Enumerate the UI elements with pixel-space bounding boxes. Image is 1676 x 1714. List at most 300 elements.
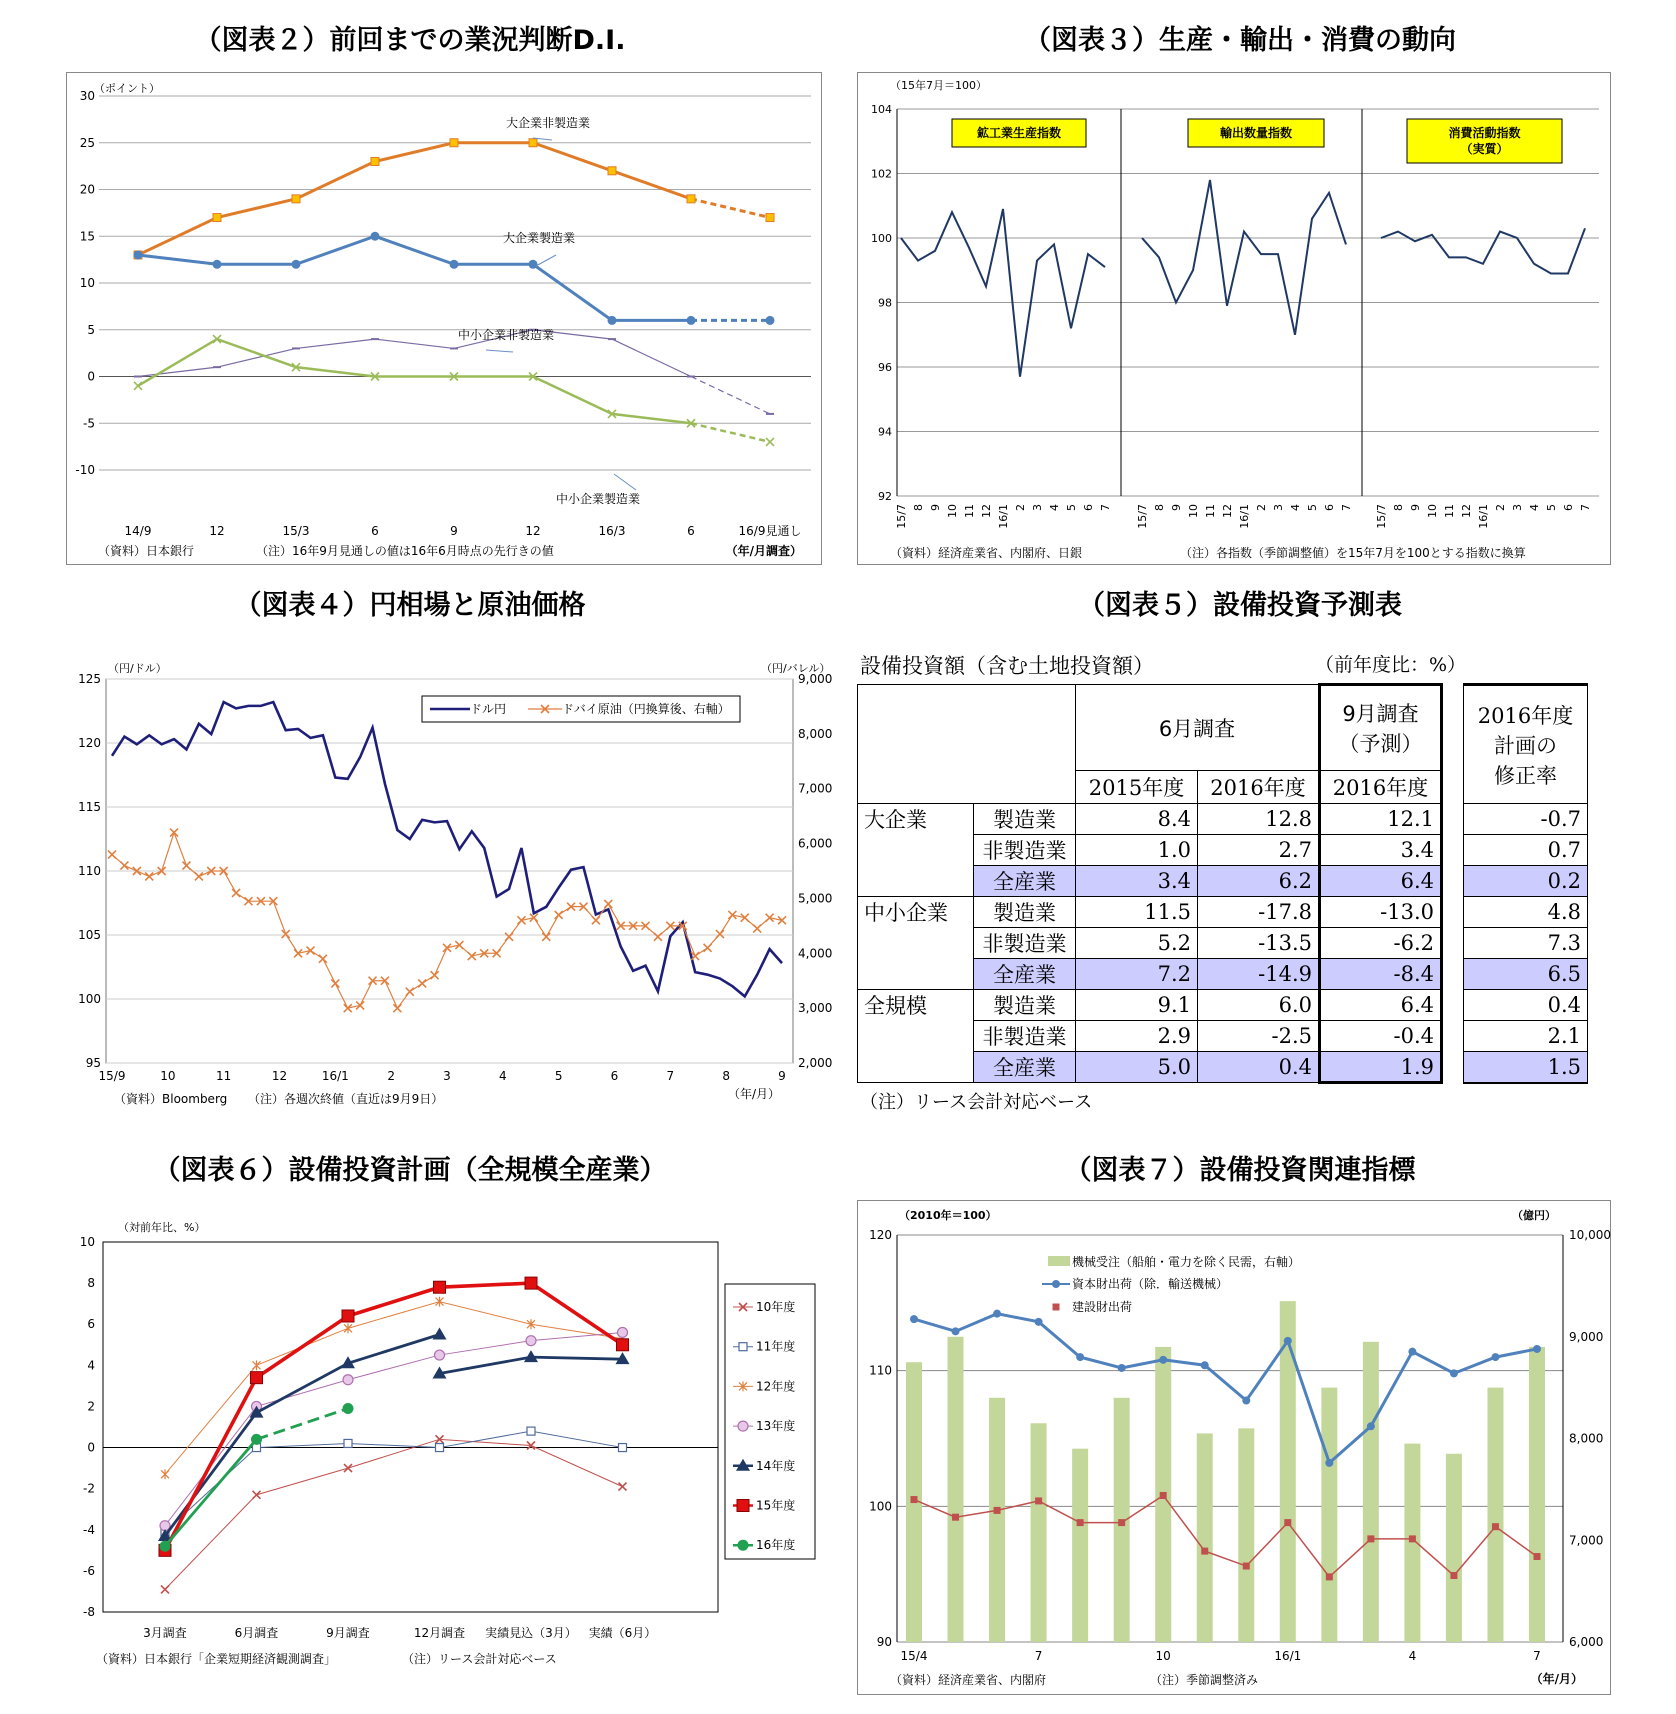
data-point <box>134 250 143 259</box>
source-note: （資料）経済産業省、内閣府 <box>890 1673 1047 1687</box>
x-tick-label: 3 <box>1031 504 1044 511</box>
x-tick-label: 16/1 <box>997 504 1010 529</box>
value-2016: 6.2 <box>1198 866 1320 897</box>
source-note: （資料）日本銀行 <box>98 544 195 558</box>
right-tick-label: 9,000 <box>798 672 833 686</box>
y-tick-label: 20 <box>79 182 95 197</box>
bar <box>1321 1388 1337 1642</box>
value-2016: 6.0 <box>1198 990 1320 1021</box>
x-tick-label: 実績見込（3月） <box>485 1626 577 1640</box>
value-2015: 1.0 <box>1076 835 1198 866</box>
bar <box>1031 1423 1047 1642</box>
column-gap <box>1442 835 1464 866</box>
series-label: 中小企業製造業 <box>556 492 641 506</box>
x-tick-label: 9 <box>778 1069 786 1083</box>
data-point <box>343 1375 353 1385</box>
x-tick-label: 8 <box>1153 504 1166 511</box>
value-2016: -17.8 <box>1198 897 1320 928</box>
data-point <box>1450 1369 1458 1377</box>
data-point <box>1533 1345 1541 1353</box>
x-tick-label: 14/9 <box>124 524 152 538</box>
header-sept-survey: 9月調査 （予測） <box>1320 685 1442 771</box>
fig4-chart <box>66 650 833 1110</box>
data-point <box>1035 1318 1043 1326</box>
right-tick-label: 6,000 <box>1569 1635 1604 1649</box>
data-point <box>529 139 537 147</box>
x-tick-label: 15/3 <box>282 524 310 538</box>
y-tick-label: 92 <box>878 490 892 503</box>
value-revision: 1.5 <box>1464 1052 1588 1083</box>
data-point <box>1201 1548 1208 1555</box>
right-tick-label: 7,000 <box>798 781 833 796</box>
legend-label: 建設財出荷 <box>1072 1300 1133 1314</box>
column-gap <box>1442 771 1464 804</box>
column-gap <box>1442 685 1464 771</box>
value-2016: 0.4 <box>1198 1052 1320 1083</box>
data-point <box>526 1336 536 1346</box>
value-revision: -0.7 <box>1464 804 1588 835</box>
legend-marker <box>739 1343 747 1351</box>
left-tick-label: 120 <box>869 1228 892 1242</box>
x-tick-label: 10 <box>1426 504 1439 518</box>
column-gap <box>1442 1052 1464 1083</box>
row-label: 非製造業 <box>974 1021 1076 1052</box>
right-tick-label: 8,000 <box>1569 1431 1604 1446</box>
value-revision: 0.4 <box>1464 990 1588 1021</box>
legend-label: 10年度 <box>756 1300 796 1314</box>
data-point <box>435 1350 445 1360</box>
y-tick-label: -8 <box>83 1605 95 1619</box>
value-sept-2016: 6.4 <box>1320 990 1442 1021</box>
value-2015: 11.5 <box>1076 897 1198 928</box>
x-tick-label: 15/7 <box>895 504 908 529</box>
series-label: 消費活動指数 <box>1448 126 1521 140</box>
data-point <box>608 167 616 175</box>
y-axis-label: （ポイント） <box>94 82 160 95</box>
y-tick-label: 30 <box>79 89 95 103</box>
data-point <box>993 1310 1001 1318</box>
x-tick-label: 7 <box>1099 504 1112 511</box>
fig5-caption-right: （前年度比：%） <box>1315 654 1467 676</box>
footnote: （注）各指数（季節調整値）を15年7月を100とする指数に換算 <box>1180 546 1526 560</box>
group-label: 全規模 <box>858 990 974 1083</box>
left-tick-label: 110 <box>78 864 101 878</box>
data-point <box>292 195 300 203</box>
data-point <box>1242 1397 1250 1405</box>
data-point <box>1201 1361 1209 1369</box>
legend-marker <box>738 1421 748 1431</box>
fig3-chart <box>857 72 1611 565</box>
x-tick-label: 4 <box>1408 1649 1417 1663</box>
value-revision: 6.5 <box>1464 959 1588 990</box>
x-tick-label: 4 <box>499 1069 507 1083</box>
legend-marker <box>738 1540 749 1551</box>
data-point <box>434 1281 446 1293</box>
bar <box>1529 1347 1545 1642</box>
x-tick-label: 12 <box>271 1069 288 1083</box>
x-tick-label: 8 <box>1392 504 1405 511</box>
data-point <box>1160 1492 1167 1499</box>
left-tick-label: 125 <box>78 672 101 686</box>
data-point <box>450 139 458 147</box>
x-tick-label: 3 <box>1511 504 1524 511</box>
data-point <box>525 1277 537 1289</box>
x-axis-unit: （年/月） <box>727 1087 780 1101</box>
data-point <box>911 1496 918 1503</box>
y-tick-label: 98 <box>878 296 892 310</box>
x-tick-label: 12月調査 <box>413 1626 466 1640</box>
bar <box>1238 1428 1254 1642</box>
x-tick-label: 16/9見通し <box>738 524 802 538</box>
x-tick-label: 5 <box>554 1069 563 1083</box>
x-tick-label: 9 <box>1409 504 1422 511</box>
x-axis-unit: （年/月調査） <box>725 544 802 558</box>
bar <box>1280 1301 1296 1642</box>
fig5-table <box>857 683 1588 1084</box>
fig3-title: （図表３）生産・輸出・消費の動向 <box>1024 25 1456 56</box>
x-tick-label: 3月調査 <box>143 1626 187 1640</box>
data-point <box>436 1444 444 1452</box>
data-point <box>687 316 696 325</box>
column-gap <box>1442 928 1464 959</box>
data-point <box>1076 1353 1084 1361</box>
bar <box>948 1337 964 1642</box>
data-point <box>910 1315 918 1323</box>
x-tick-label: 11 <box>216 1069 232 1083</box>
x-tick-label: 8 <box>912 504 925 511</box>
bar <box>1446 1454 1462 1642</box>
y-tick-label: 15 <box>79 229 95 244</box>
right-tick-label: 3,000 <box>798 1001 833 1016</box>
x-tick-label: 16/1 <box>1238 504 1251 529</box>
row-label: 製造業 <box>974 897 1076 928</box>
value-2016: -2.5 <box>1198 1021 1320 1052</box>
data-point <box>450 260 459 269</box>
y-tick-label: -5 <box>83 416 95 431</box>
col-2015: 2015年度 <box>1076 771 1198 804</box>
x-tick-label: 4 <box>1289 504 1302 511</box>
bar <box>1197 1433 1213 1642</box>
value-sept-2016: -0.4 <box>1320 1021 1442 1052</box>
x-tick-label: 15/7 <box>1375 504 1388 529</box>
y-tick-label: 102 <box>871 167 892 181</box>
right-tick-label: 7,000 <box>1569 1533 1604 1548</box>
x-tick-label: 5 <box>1545 504 1558 511</box>
legend-label: 資本財出荷（除．輸送機械） <box>1072 1277 1229 1291</box>
value-2015: 9.1 <box>1076 990 1198 1021</box>
legend-label: 12年度 <box>756 1379 796 1394</box>
value-revision: 4.8 <box>1464 897 1588 928</box>
x-tick-label: 3 <box>1272 504 1285 511</box>
data-point <box>1326 1573 1333 1580</box>
x-tick-label: 3 <box>443 1069 451 1083</box>
data-point <box>251 1434 262 1445</box>
data-point <box>1367 1422 1375 1430</box>
left-tick-label: 100 <box>78 992 101 1006</box>
right-axis-label: （億円） <box>1512 1209 1556 1222</box>
value-2016: -14.9 <box>1198 959 1320 990</box>
x-tick-label: 15/7 <box>1136 504 1149 529</box>
x-tick-label: 11 <box>1443 504 1456 518</box>
column-gap <box>1442 897 1464 928</box>
legend-label: 13年度 <box>756 1419 796 1434</box>
value-sept-2016: -8.4 <box>1320 959 1442 990</box>
x-tick-label: 11 <box>963 504 976 518</box>
left-tick-label: 90 <box>876 1635 892 1649</box>
data-point <box>618 1327 628 1337</box>
legend-marker <box>1052 1280 1060 1288</box>
x-tick-label: 16/1 <box>321 1069 349 1083</box>
y-tick-label: -10 <box>75 463 95 477</box>
data-point <box>292 260 301 269</box>
x-axis-unit: （年/月） <box>1530 1672 1583 1686</box>
right-tick-label: 4,000 <box>798 946 833 961</box>
bar <box>989 1398 1005 1642</box>
y-tick-label: 100 <box>871 232 892 245</box>
x-tick-label: 4 <box>1048 504 1061 511</box>
fig5-title: （図表５）設備投資予測表 <box>1078 590 1402 621</box>
x-tick-label: 2 <box>387 1069 395 1083</box>
x-tick-label: 7 <box>1034 1649 1043 1663</box>
fig5-note: （注）リース会計対応ベース <box>860 1092 1093 1113</box>
source-note: （資料）日本銀行「企業短期経済観測調査」 <box>96 1652 337 1666</box>
x-tick-label: 10 <box>1155 1649 1171 1663</box>
x-tick-label: 16/3 <box>598 524 626 538</box>
x-tick-label: 6 <box>1082 504 1095 511</box>
header-blank <box>858 685 1076 804</box>
data-point <box>994 1507 1001 1514</box>
y-axis-label: （15年7月＝100） <box>890 79 987 92</box>
legend-label: 15年度 <box>756 1498 796 1513</box>
x-tick-label: 2 <box>1014 504 1027 511</box>
y-tick-label: 0 <box>87 369 95 384</box>
x-tick-label: 2 <box>1255 504 1268 511</box>
x-tick-label: 7 <box>1533 1649 1541 1663</box>
y-tick-label: -6 <box>83 1563 95 1578</box>
x-tick-label: 6 <box>610 1069 619 1083</box>
series-label: 大企業製造業 <box>503 231 576 245</box>
x-tick-label: 6 <box>687 524 695 538</box>
right-tick-label: 6,000 <box>798 836 833 851</box>
value-sept-2016: -6.2 <box>1320 928 1442 959</box>
footnote: （注）16年9月見通しの値は16年6月時点の先行きの値 <box>256 544 554 558</box>
data-point <box>1367 1535 1374 1542</box>
left-axis-label: （円/ドル） <box>108 662 167 675</box>
data-point <box>1325 1459 1333 1467</box>
fig2-chart <box>66 72 822 565</box>
x-tick-label: 実績（6月） <box>588 1626 657 1640</box>
data-point <box>952 1514 959 1521</box>
y-tick-label: 94 <box>878 425 892 439</box>
bar <box>1363 1342 1379 1642</box>
data-point <box>1118 1519 1125 1526</box>
x-tick-label: 8 <box>722 1069 730 1083</box>
data-point <box>1450 1572 1457 1579</box>
x-tick-label: 10 <box>946 504 959 518</box>
bar <box>1487 1388 1503 1642</box>
left-tick-label: 110 <box>869 1363 892 1378</box>
value-revision: 2.1 <box>1464 1021 1588 1052</box>
data-point <box>371 157 379 165</box>
y-tick-label: 10 <box>79 276 95 290</box>
fig4-title: （図表４）円相場と原油価格 <box>234 590 586 621</box>
row-label: 非製造業 <box>974 928 1076 959</box>
right-tick-label: 8,000 <box>798 726 833 741</box>
row-label: 全産業 <box>974 1052 1076 1083</box>
column-gap <box>1442 990 1464 1021</box>
bar <box>1072 1449 1088 1642</box>
row-label: 製造業 <box>974 804 1076 835</box>
data-point <box>687 195 695 203</box>
value-2015: 2.9 <box>1076 1021 1198 1052</box>
x-tick-label: 15/4 <box>900 1649 928 1663</box>
col-2016-sept: 2016年度 <box>1320 771 1442 804</box>
x-tick-label: 10 <box>160 1069 176 1083</box>
value-revision: 7.3 <box>1464 928 1588 959</box>
left-tick-label: 120 <box>78 736 101 750</box>
x-tick-label: 5 <box>1306 504 1319 511</box>
left-tick-label: 95 <box>85 1056 101 1070</box>
left-tick-label: 115 <box>78 800 101 814</box>
right-tick-label: 10,000 <box>1569 1228 1611 1242</box>
series-label: 中小企業非製造業 <box>458 328 555 342</box>
column-gap <box>1442 804 1464 835</box>
legend-label: ドル円 <box>470 702 507 716</box>
y-tick-label: 5 <box>87 322 95 337</box>
data-point <box>1284 1519 1291 1526</box>
x-tick-label: 4 <box>1528 504 1541 511</box>
row-label: 製造業 <box>974 990 1076 1021</box>
value-2016: -13.5 <box>1198 928 1320 959</box>
series-label: 輸出数量指数 <box>1219 126 1293 140</box>
row-label: 非製造業 <box>974 835 1076 866</box>
legend-label: 16年度 <box>756 1538 796 1553</box>
data-point <box>527 1427 535 1435</box>
data-point <box>529 260 538 269</box>
left-tick-label: 105 <box>78 928 101 942</box>
series-label: 大企業非製造業 <box>506 116 591 130</box>
data-point <box>343 1403 354 1414</box>
data-point <box>213 214 221 222</box>
x-tick-label: 6 <box>371 524 379 538</box>
legend-marker <box>737 1500 749 1512</box>
y-tick-label: 6 <box>87 1317 95 1332</box>
data-point <box>619 1444 627 1452</box>
data-point <box>766 214 774 222</box>
group-label: 大企業 <box>858 804 974 897</box>
fig5-caption-left: 設備投資額（含む土地投資額） <box>860 654 1154 678</box>
x-tick-label: 9 <box>1170 504 1183 511</box>
x-tick-label: 16/1 <box>1477 504 1490 529</box>
row-label: 全産業 <box>974 959 1076 990</box>
column-gap <box>1442 959 1464 990</box>
value-2016: 12.8 <box>1198 804 1320 835</box>
x-tick-label: 16/1 <box>1274 1649 1302 1663</box>
left-tick-label: 100 <box>869 1499 892 1514</box>
header-revision-rate: 2016年度 計画の 修正率 <box>1464 685 1588 804</box>
x-tick-label: 9 <box>450 524 458 538</box>
y-tick-label: 25 <box>79 135 95 150</box>
value-sept-2016: 12.1 <box>1320 804 1442 835</box>
series-label: 鉱工業生産指数 <box>976 126 1062 140</box>
column-gap <box>1442 1021 1464 1052</box>
legend-swatch <box>1048 1256 1070 1266</box>
footnote: （注）各週次終値（直近は9月9日） <box>248 1092 444 1106</box>
x-tick-label: 6月調査 <box>234 1626 279 1640</box>
data-point <box>371 232 380 241</box>
x-tick-label: 7 <box>1340 504 1353 511</box>
data-point <box>1035 1497 1042 1504</box>
y-axis-label: （対前年比、%） <box>118 1221 206 1234</box>
data-point <box>1284 1337 1292 1345</box>
data-point <box>1408 1348 1416 1356</box>
data-point <box>1534 1553 1541 1560</box>
data-point <box>213 260 222 269</box>
bar <box>1404 1444 1420 1642</box>
legend-label: 11年度 <box>756 1339 796 1354</box>
legend-marker <box>1053 1304 1060 1311</box>
y-tick-label: 104 <box>871 103 892 116</box>
value-2015: 3.4 <box>1076 866 1198 897</box>
header-june-survey: 6月調査 <box>1076 685 1320 771</box>
right-axis-label: （円/バレル） <box>761 662 831 675</box>
y-tick-label: 4 <box>87 1358 95 1373</box>
left-axis-label: （2010年＝100） <box>899 1209 997 1222</box>
value-2015: 8.4 <box>1076 804 1198 835</box>
footnote: （注）季節調整済み <box>1150 1673 1259 1687</box>
x-tick-label: 7 <box>1579 504 1592 511</box>
data-point <box>617 1339 629 1351</box>
data-point <box>1118 1364 1126 1372</box>
right-tick-label: 2,000 <box>798 1056 833 1070</box>
x-tick-label: 9月調査 <box>326 1626 370 1640</box>
fig2-title: （図表２）前回までの業況判断D.I. <box>194 25 626 56</box>
data-point <box>1492 1523 1499 1530</box>
fig7-chart <box>857 1200 1611 1695</box>
x-tick-label: 12 <box>1460 504 1473 518</box>
data-point <box>1409 1535 1416 1542</box>
y-tick-label: 96 <box>878 361 892 374</box>
footnote: （注）リース会計対応ベース <box>402 1652 557 1666</box>
x-tick-label: 15/9 <box>98 1069 126 1083</box>
legend-label: 14年度 <box>756 1458 796 1473</box>
x-tick-label: 11 <box>1204 504 1217 518</box>
y-tick-label: 2 <box>87 1399 95 1414</box>
y-tick-label: 10 <box>79 1235 95 1249</box>
data-point <box>1077 1519 1084 1526</box>
y-tick-label: -2 <box>83 1481 95 1496</box>
y-tick-label: 0 <box>87 1440 95 1455</box>
group-label: 中小企業 <box>858 897 974 990</box>
x-tick-label: 12 <box>525 524 541 538</box>
value-2015: 5.0 <box>1076 1052 1198 1083</box>
series-label: （実質） <box>1460 142 1509 156</box>
col-2016: 2016年度 <box>1198 771 1320 804</box>
value-sept-2016: -13.0 <box>1320 897 1442 928</box>
data-point <box>251 1372 263 1384</box>
x-tick-label: 6 <box>1562 504 1575 511</box>
data-point <box>342 1310 354 1322</box>
value-sept-2016: 3.4 <box>1320 835 1442 866</box>
data-point <box>1243 1563 1250 1570</box>
value-2015: 5.2 <box>1076 928 1198 959</box>
row-label: 全産業 <box>974 866 1076 897</box>
legend-label: 機械受注（船舶・電力を除く民需，右軸） <box>1072 1255 1301 1269</box>
data-point <box>1159 1356 1167 1364</box>
data-point <box>160 1541 171 1552</box>
y-tick-label: -4 <box>83 1522 95 1537</box>
x-tick-label: 2 <box>1494 504 1507 511</box>
